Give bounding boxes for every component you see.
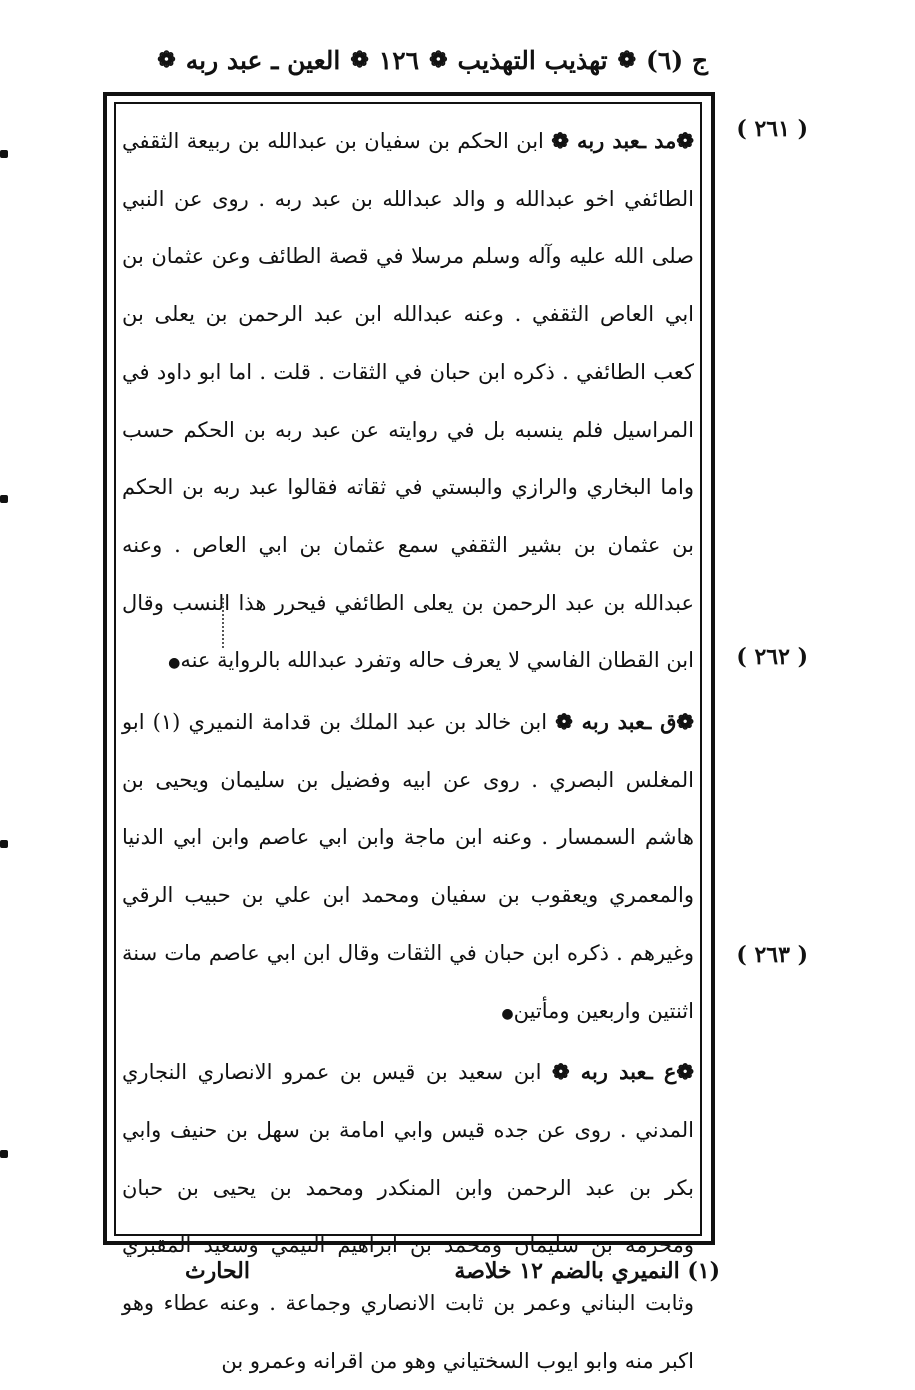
entry-marker: ❁مد ـ bbox=[639, 128, 694, 153]
entry-number: ( ٢٦١ ) bbox=[736, 116, 808, 142]
scan-artifact bbox=[222, 598, 230, 648]
entry-text: ابن الحكم بن سفيان بن عبدالله بن ربيعة الثقفي الطائفي اخو عبدالله و والد عبدالله بن عبد ربه . روى عن النبي صلى الله عليه وآله وسلم مرسلا في قصة الطائف وعن عثمان بن ابي العاص الثقفي . وعنه عبدالله ابن عبد الرحمن بن يعلى بن كعب الطائفي . ذكره ابن حبان في الثقات . قلت . اما ابو داود في المراسيل فلم ينسبه بل في روايته عن عبد ربه بن الحكم حسب واما البخاري والرازي والبستي في ثقاته فقالوا عبد ربه بن الحكم بن عثمان بن بشير الثقفي سمع عثمان بن ابي العاص . وعنه عبدالله بن عبد الرحمن بن يعلى الطائفي فيحرر هذا النسب وقال ابن القطان الفاسي لا يعرف حاله وتفرد عبدالله بالرواية عنه bbox=[122, 129, 694, 673]
end-mark-icon: ● bbox=[168, 655, 181, 672]
entry-number: ( ٢٦٣ ) bbox=[736, 942, 808, 968]
entry-text: ابن خالد بن عبد الملك بن قدامة النميري (١) ابو المغلس البصري . روى عن ابيه وفضيل بن سليمان ويحيى بن هاشم السمسار . وعنه ابن ماجة وابن ابي عاصم وابن ابي الدنيا والمعمري ويعقوب بن سفيان ومحمد ابن علي بن حبيب الرقي وغيرهم . ذكره ابن حبان في الثقات وقال ابن ابي عاصم مات سنة اثنتين واربعين ومأتين bbox=[122, 710, 694, 1023]
ornament-icon: ❁ bbox=[617, 47, 637, 73]
ornament-icon: ❁ bbox=[429, 47, 448, 73]
margin-tick bbox=[0, 495, 8, 503]
end-mark-icon: ● bbox=[501, 1005, 514, 1022]
biography-entry bbox=[122, 112, 694, 693]
main-text bbox=[122, 112, 694, 1390]
entry-name: عبد ربه ❁ bbox=[555, 709, 646, 735]
biography-entry bbox=[122, 1043, 694, 1390]
ornament-icon: ❁ bbox=[157, 47, 176, 73]
margin-tick bbox=[0, 1150, 8, 1158]
biography-entry bbox=[122, 693, 694, 1043]
margin-tick bbox=[0, 840, 8, 848]
section-title: العين ـ عبد ربه bbox=[185, 45, 341, 75]
entry-text: ابن سعيد بن قيس بن عمرو الانصاري النجاري المدني . روى عن جده قيس وابي امامة بن سهل بن حنيف وابي بكر بن عبد الرحمن وابن المنكدر ومحمد بن يحيى بن حبان ومخرمة بن سليمان ومحمد بن ابراهيم التيمي وسعيد المقبري وثابت البناني وعمر بن ثابت الانصاري وجماعة . وعنه عطاء وهو اكبر منه وابو ايوب السختياني وهو من اقرانه وعمرو بن bbox=[122, 1060, 694, 1373]
footnote: (١) النميري بالضم ١٢ خلاصة bbox=[454, 1258, 720, 1284]
margin-tick bbox=[0, 150, 8, 158]
volume-label: ج (٦) bbox=[646, 45, 708, 75]
catchword: الحارث bbox=[184, 1258, 250, 1284]
entry-marker: ❁ق ـ bbox=[645, 709, 694, 735]
page-header bbox=[100, 36, 708, 84]
page-number: ١٢٦ bbox=[378, 45, 420, 75]
entry-name: عبد ربه ❁ bbox=[551, 128, 640, 153]
book-title: تهذيب التهذيب bbox=[457, 45, 608, 75]
entry-number: ( ٢٦٢ ) bbox=[736, 644, 808, 670]
ornament-icon: ❁ bbox=[350, 47, 369, 73]
entry-marker: ❁ع ـ bbox=[646, 1059, 695, 1085]
entry-name: عبد ربه ❁ bbox=[551, 1059, 647, 1085]
